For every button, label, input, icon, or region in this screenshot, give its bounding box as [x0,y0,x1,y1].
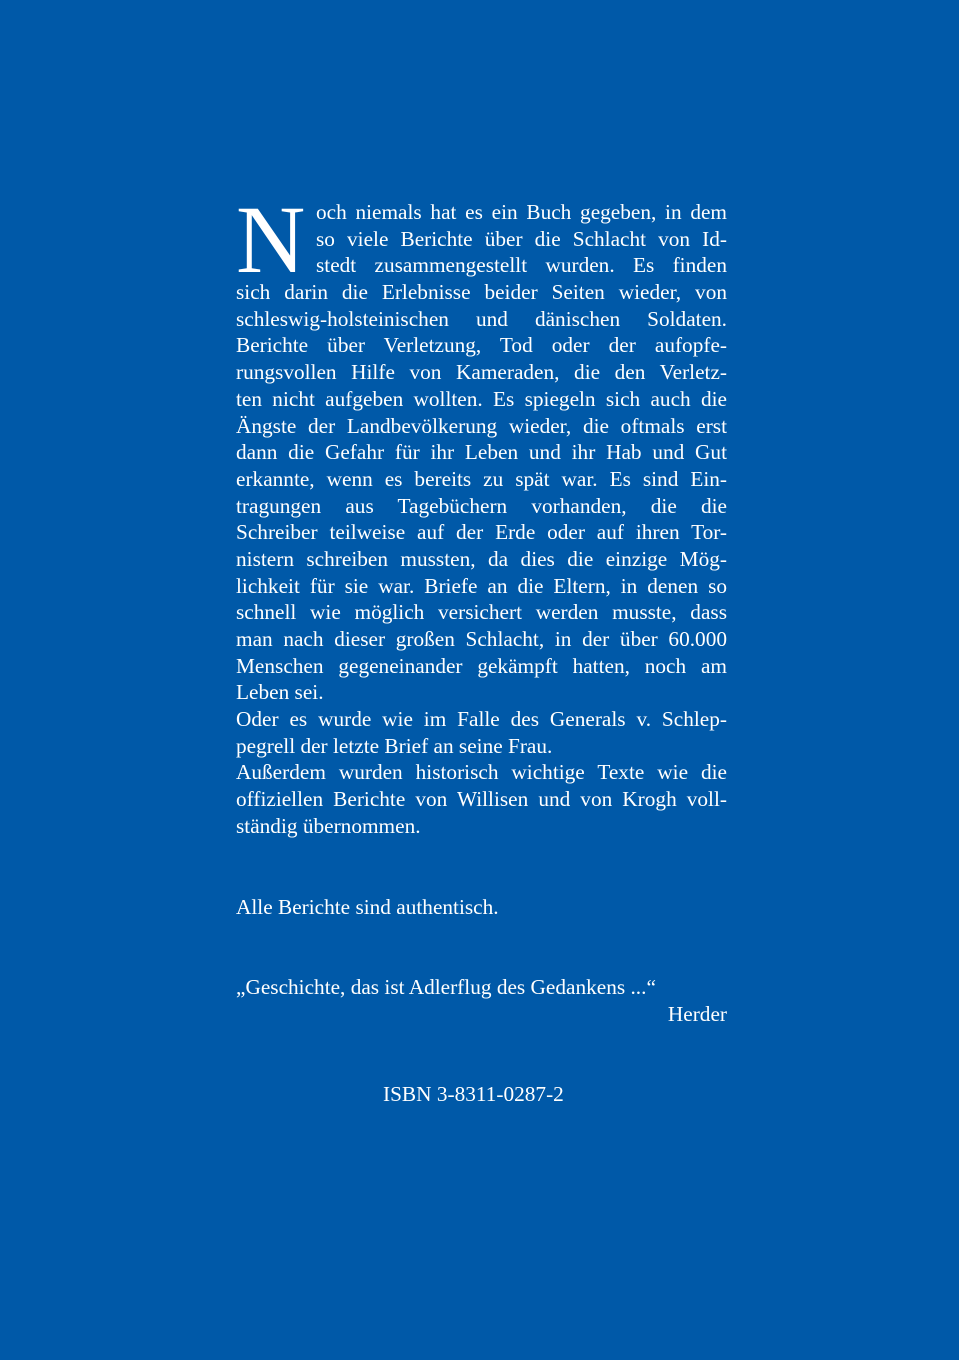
blurb-line: ten nicht aufgeben wollten. Es spiegeln sich auch die [236,386,727,411]
blurb-line: pegrell der letzte Brief an seine Frau. [236,733,553,758]
blurb-line: erkannte, wenn es bereits zu spät war. Es sind Ein- [236,466,727,491]
blurb-line: schnell wie möglich versichert werden musste, dass [236,600,727,625]
blurb-line: sich darin die Erlebnisse beider Seiten wieder, von [236,280,727,305]
blurb-line: Berichte über Verletzung, Tod oder der aufopfe- [236,333,727,358]
blurb-line: och niemals hat es ein Buch gegeben, in dem [316,200,727,224]
authenticity-note: Alle Berichte sind authentisch. [236,895,499,919]
blurb-text [236,186,727,840]
blurb-line: offiziellen Berichte von Willisen und von Krogh voll- [236,787,727,812]
isbn: ISBN 3-8311-0287-2 [383,1082,564,1106]
blurb-line: tragungen aus Tagebüchern vorhanden, die die [236,493,727,518]
blurb-line: Außerdem wurden historisch wichtige Texte wie die [236,760,727,785]
blurb-line: lichkeit für sie war. Briefe an die Eltern, in denen so [236,573,727,598]
drop-cap: N [236,186,306,293]
blurb-line: Oder es wurde wie im Falle des Generals v. Schlep- [236,707,727,732]
blurb-line: Menschen gegeneinander gekämpft hatten, noch am [236,653,727,678]
blurb-line: so viele Berichte über die Schlacht von Id- [316,226,727,251]
quote-text: „Geschichte, das ist Adlerflug des Gedankens ...“ [236,975,656,999]
blurb-line: stedt zusammengestellt wurden. Es finden [316,253,727,278]
quote-author: Herder [667,1002,727,1026]
blurb-line: nistern schreiben mussten, da dies die einzige Mög- [236,546,727,571]
blurb-line: man nach dieser großen Schlacht, in der über 60.000 [236,627,727,651]
blurb-line: dann die Gefahr für ihr Leben und ihr Hab und Gut [236,440,727,465]
blurb-line: Leben sei. [236,680,324,705]
blurb-line: ständig übernommen. [236,813,421,838]
blurb-line: schleswig-holsteinischen und dänischen Soldaten. [236,306,727,331]
blurb-line: Schreiber teilweise auf der Erde oder auf ihren Tor- [236,520,727,545]
blurb-line: rungsvollen Hilfe von Kameraden, die den Verletz- [236,360,727,385]
blurb-line: Ängste der Landbevölkerung wieder, die oftmals erst [236,413,727,438]
